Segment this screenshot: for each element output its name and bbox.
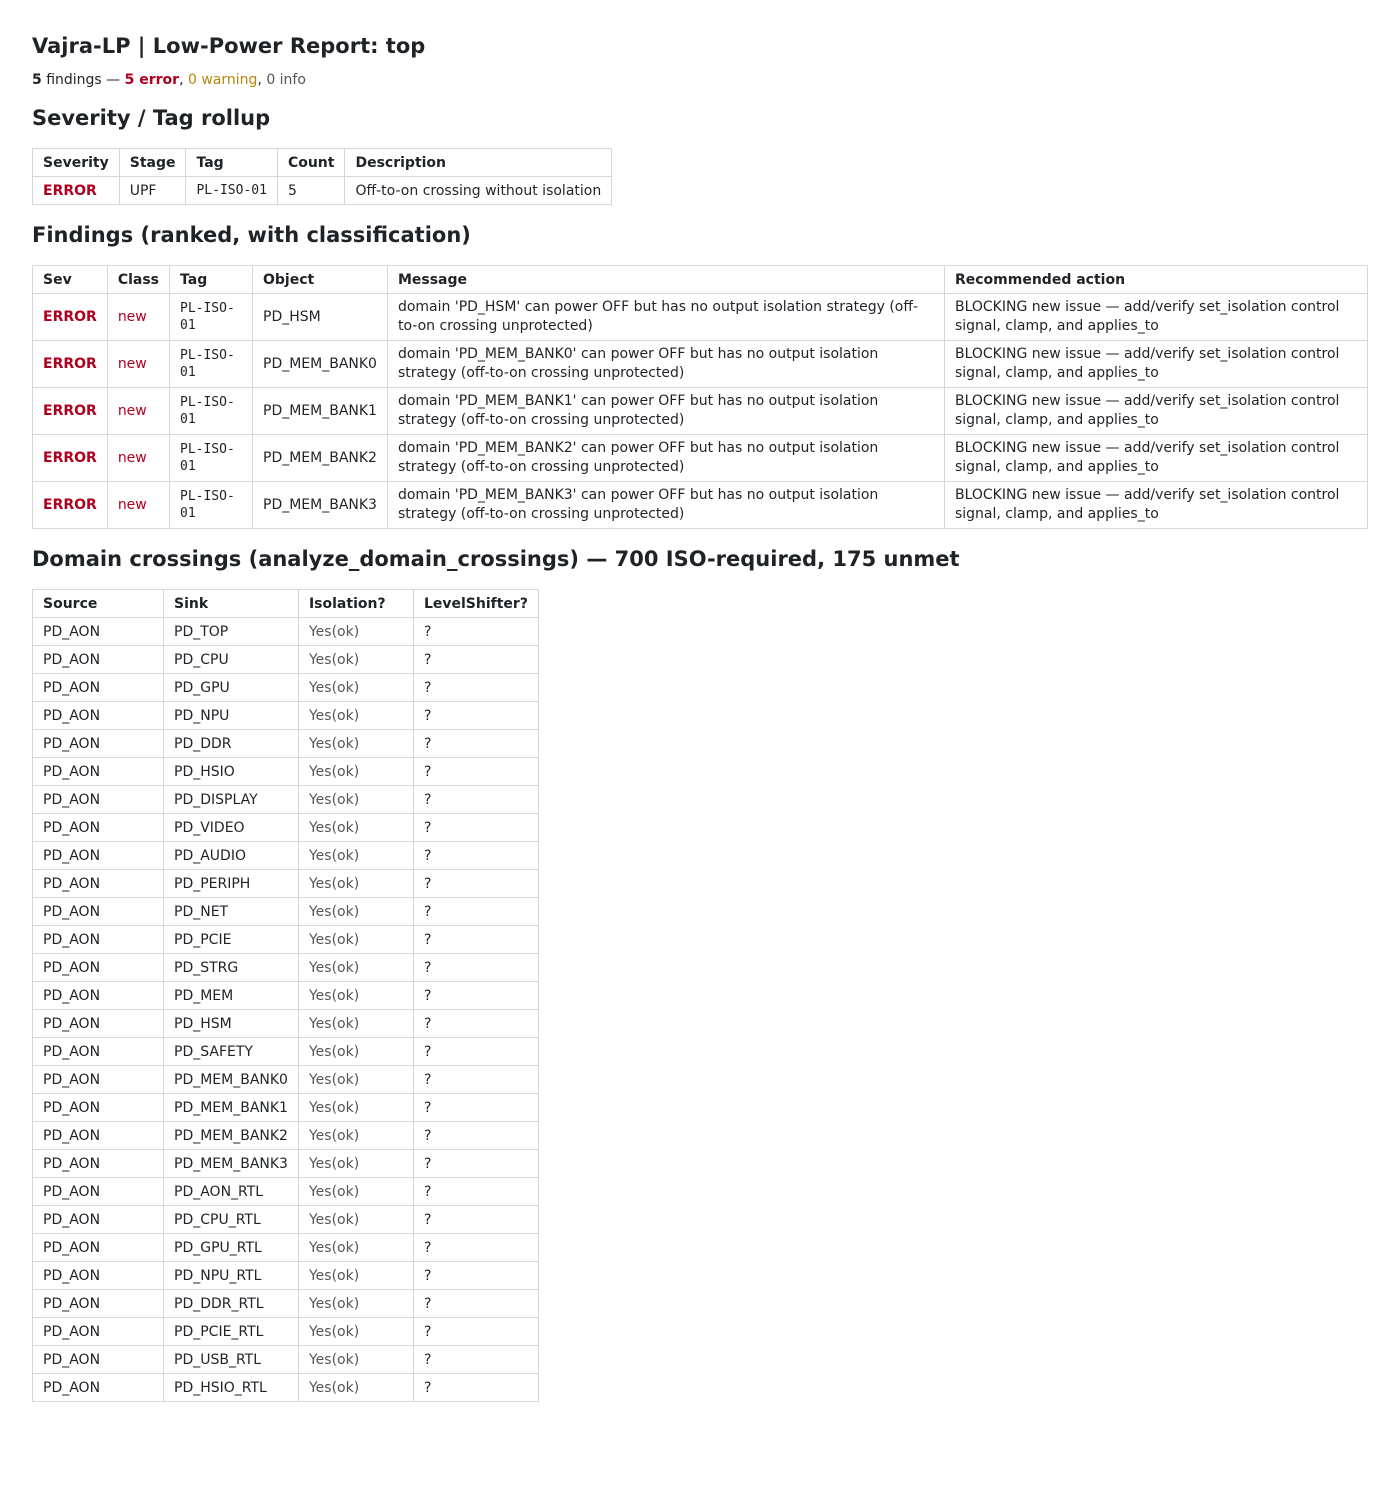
crossings-header-levelshifter: LevelShifter?	[413, 590, 538, 618]
crossing-row	[33, 618, 539, 646]
crossing-isolation: Yes(ok)	[298, 1066, 413, 1094]
rollup-count: 5	[277, 177, 345, 205]
crossing-levelshifter: ?	[413, 1262, 538, 1290]
crossing-source: PD_AON	[33, 1122, 164, 1150]
crossings-header-sink: Sink	[164, 590, 299, 618]
finding-row	[33, 341, 1368, 388]
finding-class: new	[107, 482, 169, 529]
page-title: Vajra-LP | Low-Power Report: top	[32, 34, 426, 58]
finding-object: PD_MEM_BANK3	[253, 482, 388, 529]
findings-header-message: Message	[387, 266, 944, 294]
crossing-isolation: Yes(ok)	[298, 1318, 413, 1346]
crossing-sink: PD_MEM_BANK1	[164, 1094, 299, 1122]
findings-table	[32, 265, 1368, 529]
crossing-isolation: Yes(ok)	[298, 926, 413, 954]
findings-heading: Findings (ranked, with classification)	[32, 223, 471, 247]
crossing-row	[33, 898, 539, 926]
crossing-sink: PD_GPU_RTL	[164, 1234, 299, 1262]
crossing-sink: PD_PCIE_RTL	[164, 1318, 299, 1346]
crossing-sink: PD_HSIO	[164, 758, 299, 786]
crossing-sink: PD_MEM_BANK3	[164, 1150, 299, 1178]
crossing-levelshifter: ?	[413, 1234, 538, 1262]
crossing-isolation: Yes(ok)	[298, 842, 413, 870]
findings-header-class: Class	[107, 266, 169, 294]
crossing-source: PD_AON	[33, 898, 164, 926]
crossing-levelshifter: ?	[413, 926, 538, 954]
crossing-isolation: Yes(ok)	[298, 1374, 413, 1402]
crossing-sink: PD_STRG	[164, 954, 299, 982]
crossing-levelshifter: ?	[413, 1290, 538, 1318]
crossing-sink: PD_DISPLAY	[164, 786, 299, 814]
crossing-row	[33, 702, 539, 730]
crossing-row	[33, 1234, 539, 1262]
summary-total-count: 5	[32, 72, 42, 88]
crossing-sink: PD_TOP	[164, 618, 299, 646]
crossing-source: PD_AON	[33, 1346, 164, 1374]
crossing-sink: PD_VIDEO	[164, 814, 299, 842]
rollup-header-description: Description	[345, 149, 612, 177]
crossing-sink: PD_DDR	[164, 730, 299, 758]
crossing-source: PD_AON	[33, 646, 164, 674]
crossing-isolation: Yes(ok)	[298, 674, 413, 702]
summary-separator: ,	[179, 72, 188, 88]
finding-tag: PL-ISO-01	[170, 388, 253, 435]
finding-severity: ERROR	[33, 341, 108, 388]
crossing-sink: PD_NET	[164, 898, 299, 926]
crossing-levelshifter: ?	[413, 1038, 538, 1066]
crossing-row	[33, 1374, 539, 1402]
finding-row	[33, 482, 1368, 529]
crossing-row	[33, 982, 539, 1010]
crossing-levelshifter: ?	[413, 646, 538, 674]
rollup-severity: ERROR	[33, 177, 120, 205]
crossing-row	[33, 1262, 539, 1290]
crossing-isolation: Yes(ok)	[298, 982, 413, 1010]
crossing-source: PD_AON	[33, 954, 164, 982]
findings-header-sev: Sev	[33, 266, 108, 294]
crossing-row	[33, 814, 539, 842]
finding-tag: PL-ISO-01	[170, 435, 253, 482]
crossing-row	[33, 674, 539, 702]
crossing-isolation: Yes(ok)	[298, 1234, 413, 1262]
rollup-header-count: Count	[277, 149, 345, 177]
finding-class: new	[107, 341, 169, 388]
crossing-row	[33, 1066, 539, 1094]
crossing-row	[33, 1094, 539, 1122]
crossings-header-source: Source	[33, 590, 164, 618]
rollup-header-tag: Tag	[186, 149, 277, 177]
crossing-isolation: Yes(ok)	[298, 1346, 413, 1374]
crossing-isolation: Yes(ok)	[298, 1122, 413, 1150]
crossing-source: PD_AON	[33, 1010, 164, 1038]
crossing-levelshifter: ?	[413, 1178, 538, 1206]
crossing-levelshifter: ?	[413, 814, 538, 842]
crossing-sink: PD_AUDIO	[164, 842, 299, 870]
crossing-source: PD_AON	[33, 870, 164, 898]
crossing-row	[33, 1122, 539, 1150]
finding-object: PD_MEM_BANK1	[253, 388, 388, 435]
crossing-levelshifter: ?	[413, 870, 538, 898]
crossing-levelshifter: ?	[413, 730, 538, 758]
crossing-sink: PD_USB_RTL	[164, 1346, 299, 1374]
crossing-sink: PD_MEM_BANK2	[164, 1122, 299, 1150]
findings-header-tag: Tag	[170, 266, 253, 294]
crossing-row	[33, 1290, 539, 1318]
finding-action: BLOCKING new issue — add/verify set_isolation control signal, clamp, and applies_to	[944, 294, 1367, 341]
rollup-row	[33, 177, 612, 205]
crossing-levelshifter: ?	[413, 842, 538, 870]
crossing-levelshifter: ?	[413, 1346, 538, 1374]
crossing-source: PD_AON	[33, 758, 164, 786]
rollup-table	[32, 148, 612, 205]
summary-findings-label: findings —	[41, 72, 125, 88]
crossing-isolation: Yes(ok)	[298, 954, 413, 982]
crossing-levelshifter: ?	[413, 786, 538, 814]
crossing-isolation: Yes(ok)	[298, 702, 413, 730]
crossing-isolation: Yes(ok)	[298, 1290, 413, 1318]
crossing-source: PD_AON	[33, 842, 164, 870]
crossing-isolation: Yes(ok)	[298, 618, 413, 646]
finding-tag: PL-ISO-01	[170, 294, 253, 341]
crossing-source: PD_AON	[33, 1066, 164, 1094]
crossings-heading: Domain crossings (analyze_domain_crossings) — 700 ISO-required, 175 unmet	[32, 547, 960, 571]
crossing-source: PD_AON	[33, 1290, 164, 1318]
findings-header-row	[33, 266, 1368, 294]
crossing-row	[33, 1150, 539, 1178]
crossing-isolation: Yes(ok)	[298, 1206, 413, 1234]
finding-object: PD_MEM_BANK0	[253, 341, 388, 388]
crossing-row	[33, 1010, 539, 1038]
crossing-source: PD_AON	[33, 1038, 164, 1066]
finding-object: PD_MEM_BANK2	[253, 435, 388, 482]
crossing-sink: PD_AON_RTL	[164, 1178, 299, 1206]
rollup-heading: Severity / Tag rollup	[32, 106, 271, 130]
crossing-source: PD_AON	[33, 674, 164, 702]
crossing-levelshifter: ?	[413, 1318, 538, 1346]
crossing-source: PD_AON	[33, 786, 164, 814]
crossings-header-row	[33, 590, 539, 618]
finding-action: BLOCKING new issue — add/verify set_isolation control signal, clamp, and applies_to	[944, 388, 1367, 435]
crossing-levelshifter: ?	[413, 1010, 538, 1038]
finding-severity: ERROR	[33, 294, 108, 341]
summary-separator: ,	[257, 72, 267, 88]
crossing-sink: PD_MEM	[164, 982, 299, 1010]
summary-error-count: 5 error	[124, 72, 180, 88]
crossing-levelshifter: ?	[413, 702, 538, 730]
crossing-source: PD_AON	[33, 1262, 164, 1290]
crossing-isolation: Yes(ok)	[298, 1094, 413, 1122]
crossing-sink: PD_CPU_RTL	[164, 1206, 299, 1234]
crossing-isolation: Yes(ok)	[298, 870, 413, 898]
crossing-isolation: Yes(ok)	[298, 1178, 413, 1206]
crossing-sink: PD_MEM_BANK0	[164, 1066, 299, 1094]
rollup-description: Off-to-on crossing without isolation	[345, 177, 612, 205]
crossing-isolation: Yes(ok)	[298, 1150, 413, 1178]
crossing-source: PD_AON	[33, 1150, 164, 1178]
crossing-row	[33, 1318, 539, 1346]
crossing-row	[33, 926, 539, 954]
crossing-row	[33, 1178, 539, 1206]
crossing-sink: PD_DDR_RTL	[164, 1290, 299, 1318]
finding-message: domain 'PD_MEM_BANK0' can power OFF but has no output isolation strategy (off-to-on crossing unprotected)	[387, 341, 944, 388]
crossing-isolation: Yes(ok)	[298, 1262, 413, 1290]
crossing-levelshifter: ?	[413, 618, 538, 646]
rollup-header-row	[33, 149, 612, 177]
crossing-levelshifter: ?	[413, 758, 538, 786]
crossing-source: PD_AON	[33, 1374, 164, 1402]
crossing-isolation: Yes(ok)	[298, 898, 413, 926]
crossing-source: PD_AON	[33, 1094, 164, 1122]
crossing-levelshifter: ?	[413, 1066, 538, 1094]
crossing-levelshifter: ?	[413, 954, 538, 982]
crossing-isolation: Yes(ok)	[298, 646, 413, 674]
finding-severity: ERROR	[33, 388, 108, 435]
finding-action: BLOCKING new issue — add/verify set_isolation control signal, clamp, and applies_to	[944, 341, 1367, 388]
crossing-isolation: Yes(ok)	[298, 758, 413, 786]
crossing-row	[33, 1206, 539, 1234]
findings-header-action: Recommended action	[944, 266, 1367, 294]
crossing-row	[33, 842, 539, 870]
finding-row	[33, 435, 1368, 482]
crossing-source: PD_AON	[33, 1234, 164, 1262]
finding-message: domain 'PD_MEM_BANK2' can power OFF but has no output isolation strategy (off-to-on crossing unprotected)	[387, 435, 944, 482]
rollup-stage: UPF	[119, 177, 186, 205]
crossing-levelshifter: ?	[413, 1374, 538, 1402]
finding-action: BLOCKING new issue — add/verify set_isolation control signal, clamp, and applies_to	[944, 482, 1367, 529]
finding-message: domain 'PD_HSM' can power OFF but has no output isolation strategy (off-to-on crossing unprotected)	[387, 294, 944, 341]
finding-row	[33, 388, 1368, 435]
crossing-row	[33, 1346, 539, 1374]
crossing-source: PD_AON	[33, 730, 164, 758]
crossing-row	[33, 1038, 539, 1066]
crossing-isolation: Yes(ok)	[298, 786, 413, 814]
crossing-sink: PD_SAFETY	[164, 1038, 299, 1066]
crossing-sink: PD_CPU	[164, 646, 299, 674]
crossing-source: PD_AON	[33, 1318, 164, 1346]
finding-class: new	[107, 435, 169, 482]
crossing-sink: PD_PCIE	[164, 926, 299, 954]
crossing-levelshifter: ?	[413, 1206, 538, 1234]
crossing-source: PD_AON	[33, 982, 164, 1010]
crossing-isolation: Yes(ok)	[298, 814, 413, 842]
finding-object: PD_HSM	[253, 294, 388, 341]
rollup-header-severity: Severity	[33, 149, 120, 177]
rollup-tag: PL-ISO-01	[186, 177, 277, 205]
crossing-row	[33, 730, 539, 758]
crossings-header-isolation: Isolation?	[298, 590, 413, 618]
crossing-source: PD_AON	[33, 618, 164, 646]
crossing-row	[33, 786, 539, 814]
finding-message: domain 'PD_MEM_BANK1' can power OFF but has no output isolation strategy (off-to-on crossing unprotected)	[387, 388, 944, 435]
crossing-source: PD_AON	[33, 1206, 164, 1234]
rollup-header-stage: Stage	[119, 149, 186, 177]
finding-severity: ERROR	[33, 435, 108, 482]
crossing-levelshifter: ?	[413, 898, 538, 926]
summary-info-count: 0 info	[266, 72, 306, 88]
crossing-sink: PD_NPU	[164, 702, 299, 730]
crossing-row	[33, 758, 539, 786]
findings-summary	[32, 72, 1368, 88]
findings-header-object: Object	[253, 266, 388, 294]
finding-tag: PL-ISO-01	[170, 341, 253, 388]
finding-class: new	[107, 388, 169, 435]
crossing-sink: PD_PERIPH	[164, 870, 299, 898]
crossing-levelshifter: ?	[413, 1122, 538, 1150]
crossing-sink: PD_HSM	[164, 1010, 299, 1038]
crossing-row	[33, 870, 539, 898]
finding-class: new	[107, 294, 169, 341]
crossing-sink: PD_GPU	[164, 674, 299, 702]
crossing-sink: PD_HSIO_RTL	[164, 1374, 299, 1402]
crossing-levelshifter: ?	[413, 674, 538, 702]
crossings-table	[32, 589, 539, 1402]
finding-action: BLOCKING new issue — add/verify set_isolation control signal, clamp, and applies_to	[944, 435, 1367, 482]
crossing-sink: PD_NPU_RTL	[164, 1262, 299, 1290]
crossing-source: PD_AON	[33, 814, 164, 842]
crossing-isolation: Yes(ok)	[298, 1010, 413, 1038]
crossing-isolation: Yes(ok)	[298, 730, 413, 758]
crossing-row	[33, 646, 539, 674]
crossing-isolation: Yes(ok)	[298, 1038, 413, 1066]
finding-tag: PL-ISO-01	[170, 482, 253, 529]
crossing-source: PD_AON	[33, 926, 164, 954]
finding-severity: ERROR	[33, 482, 108, 529]
crossing-source: PD_AON	[33, 1178, 164, 1206]
crossing-levelshifter: ?	[413, 982, 538, 1010]
summary-warning-count: 0 warning	[187, 72, 258, 88]
crossing-levelshifter: ?	[413, 1094, 538, 1122]
crossing-row	[33, 954, 539, 982]
crossing-levelshifter: ?	[413, 1150, 538, 1178]
finding-row	[33, 294, 1368, 341]
crossing-source: PD_AON	[33, 702, 164, 730]
finding-message: domain 'PD_MEM_BANK3' can power OFF but has no output isolation strategy (off-to-on crossing unprotected)	[387, 482, 944, 529]
